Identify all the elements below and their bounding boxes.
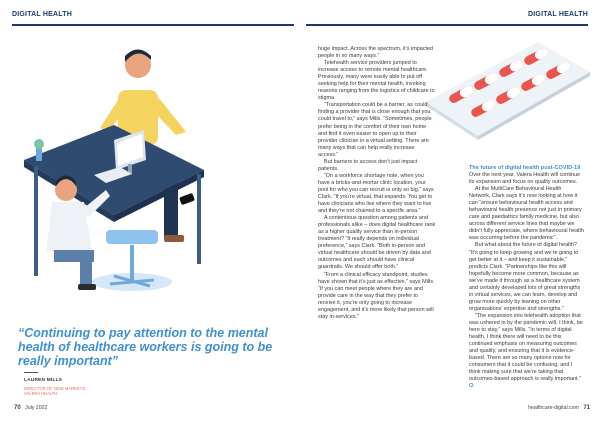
paragraph: But barriers to access don’t just impact patients. (318, 158, 418, 172)
paragraph: “On a workforce shortage note, when you have a bricks-and-mortar clinic location, your pool for who you can recruit is only so big,” says Clark. “If you’re virtual, that expands. You get to have clinicians who live where they want to live and they’re not chained to a specific area.” (318, 172, 434, 215)
section-subheading: The future of digital health post-COVID-19 (469, 165, 581, 171)
paragraph: A contentious question among patients and professionals alike – does digital healthcare rank as a higher quality service than in-person treatment? “It really depends on individual preference,” says Clark. “Both in-person and virtual healthcare should be driven by data and outcomes and each should have clinical guardrails. We should offer both.” (318, 215, 436, 271)
issue-date: July 2022 (25, 405, 48, 411)
page-number-right: 71 (583, 405, 590, 411)
paragraph: But what about the future of digital health? “It’s going to keep growing and we’re going to get better at it – and keep it sustainable,” predicts Clark. “Partnerships like this will hopefully become more common, because as we’ve made it through as a healthcare system and certainly developed lots of great strengths in virtual services, we can learn, develop and grow more quickly by leaning on other organisations’ expertise and strengths.” (469, 242, 581, 312)
paragraph-text: “The expansion into telehealth adoption that was ushered in by the pandemic will, I think, be here to stay,” says Mills. “In terms of digital health, I think there will need to be this continued emphasis on measuring outcomes and quality, and ensuring that it is evidence-based. There are so many options now for consumers that it could be confusing, and I think making sure that we’re taking that outcomes-based approach is really important.” (469, 312, 583, 383)
attribution-name: LAUREN MILLS (24, 378, 63, 383)
end-of-article-icon: ⭘ (469, 383, 474, 390)
article-column-b (469, 165, 584, 390)
paragraph: At the MultiCare Behavioural Health Network, Clark says it’s now looking at how it can “ensure behavioural health access and behavioural health presence not just in primary care and paediatrics family medicine, but also across different service lines that maybe we didn’t fully appreciate, where behavioural health was occurring before the pandemic”. (469, 186, 584, 242)
page-number-left: 70 (14, 405, 21, 411)
footer-left (14, 405, 47, 411)
paragraph: Telehealth service providers jumped to increase access to remote mental healthcare. Previously, many were easily able to put off seeking help for their mental health, invoking reasons ranging from the logistics of childcare to stigma. (318, 60, 435, 102)
footer-right (528, 405, 590, 411)
site-url: healthcare-digital.com (528, 405, 579, 411)
paragraph: Over the next year, Valera Health will continue its expansion and focus on quality outcomes. (469, 172, 581, 186)
section-header-left (12, 0, 294, 26)
section-label-left: DIGITAL HEALTH (12, 11, 72, 18)
attribution-title-line2: VALERA HEALTH (24, 391, 58, 396)
pull-quote: “Continuing to pay attention to the mental health of healthcare workers is going to be really important” (18, 326, 273, 368)
article-column-a (318, 46, 436, 321)
section-label-right: DIGITAL HEALTH (528, 11, 588, 18)
paragraph: “From a clinical efficacy standpoint, studies have shown that it’s just as effective,” says Mills. “If you can meet people where they are and provide care in the way that they prefer to receive it, you’re only going to increase engagement, and it’s more likely that person will stay in-services.” (318, 271, 435, 320)
attribution-title (24, 386, 144, 396)
attribution-title-line1: DIRECTOR OF NEW MARKETS, (24, 386, 87, 391)
section-header-right (306, 0, 588, 26)
paragraph (469, 313, 584, 391)
telehealth-desk-illustration (14, 40, 214, 300)
attribution-divider (24, 372, 38, 373)
pill-blister-illustration (418, 32, 593, 150)
paragraph: “Transportation could be a barrier, as could finding a provider that is close enough that you could travel to,” says Mills. “Sometimes, people prefer being in the comfort of their own home and find it even easier to open up to their provider clinician in a virtual setting. There are many ways that can help really increase access.” (318, 102, 432, 158)
paragraph: huge impact. Across the spectrum, it’s impacted people in so many ways.” (318, 46, 434, 60)
